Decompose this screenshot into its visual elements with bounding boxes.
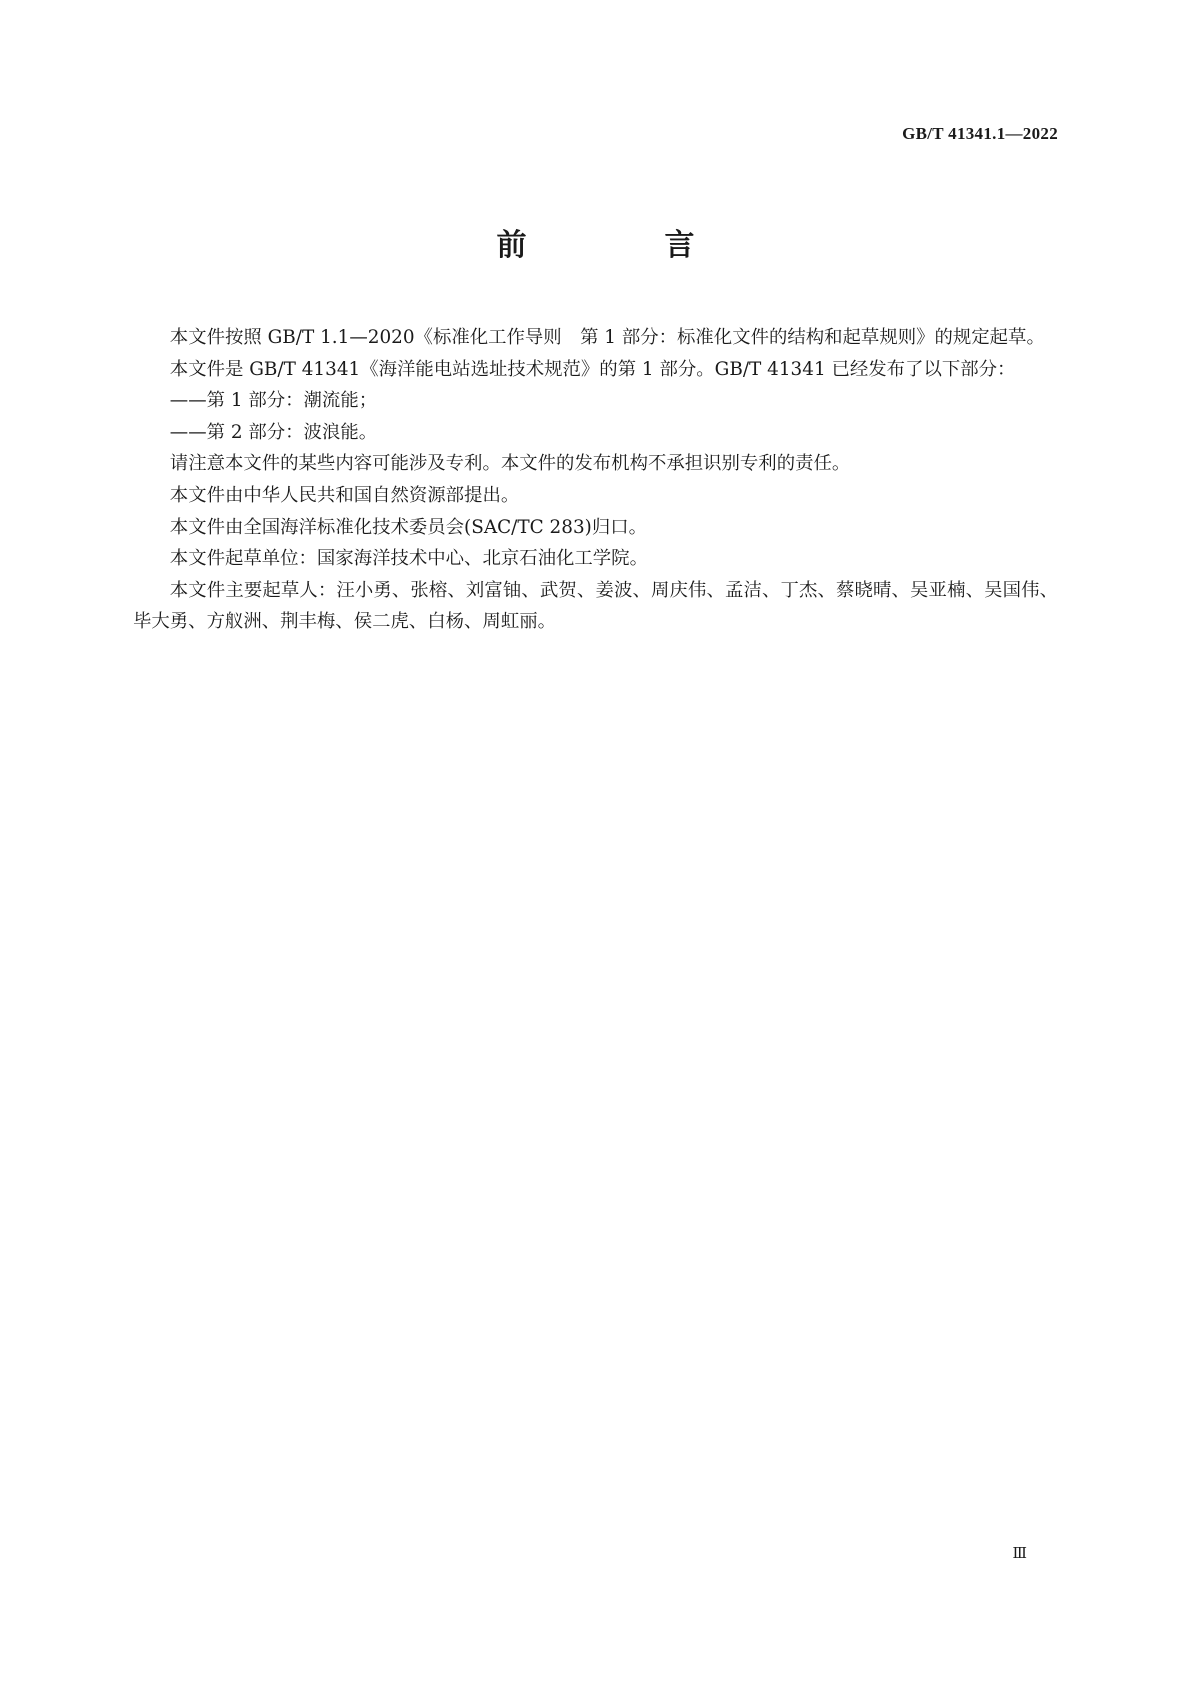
page-number: Ⅲ xyxy=(1012,1546,1027,1562)
list-item-part-1: ——第 1 部分：潮流能； xyxy=(169,390,378,412)
paragraph-drafting-rules: 本文件按照 GB/T 1.1—2020《标准化工作导则 第 1 部分：标准化文件的结构和起草规则》的规定起草。 xyxy=(169,327,1045,348)
paragraph-patent-notice: 请注意本文件的某些内容可能涉及专利。本文件的发布机构不承担识别专利的责任。 xyxy=(169,453,851,475)
page-title: 前 言 xyxy=(496,228,749,263)
list-item-part-2: ——第 2 部分：波浪能。 xyxy=(169,421,378,443)
paragraph-drafters: 本文件主要起草人：汪小勇、张榕、刘富铀、武贺、姜波、周庆伟、孟洁、丁杰、蔡晓晴、吴亚楠、吴国伟、毕大勇、方舣洲、荆丰梅、侯二虎、白杨、周虹丽。 xyxy=(133,579,1058,633)
preface-body xyxy=(133,322,1058,638)
paragraph-part-info: 本文件是 GB/T 41341《海洋能电站选址技术规范》的第 1 部分。GB/T 41341 已经发布了以下部分： xyxy=(169,358,1016,380)
document-code: GB/T 41341.1—2022 xyxy=(902,124,1058,143)
paragraph-drafting-units: 本文件起草单位：国家海洋技术中心、北京石油化工学院。 xyxy=(169,548,648,570)
paragraph-proposer: 本文件由中华人民共和国自然资源部提出。 xyxy=(169,484,520,506)
paragraph-committee: 本文件由全国海洋标准化技术委员会(SAC/TC 283)归口。 xyxy=(169,516,648,538)
